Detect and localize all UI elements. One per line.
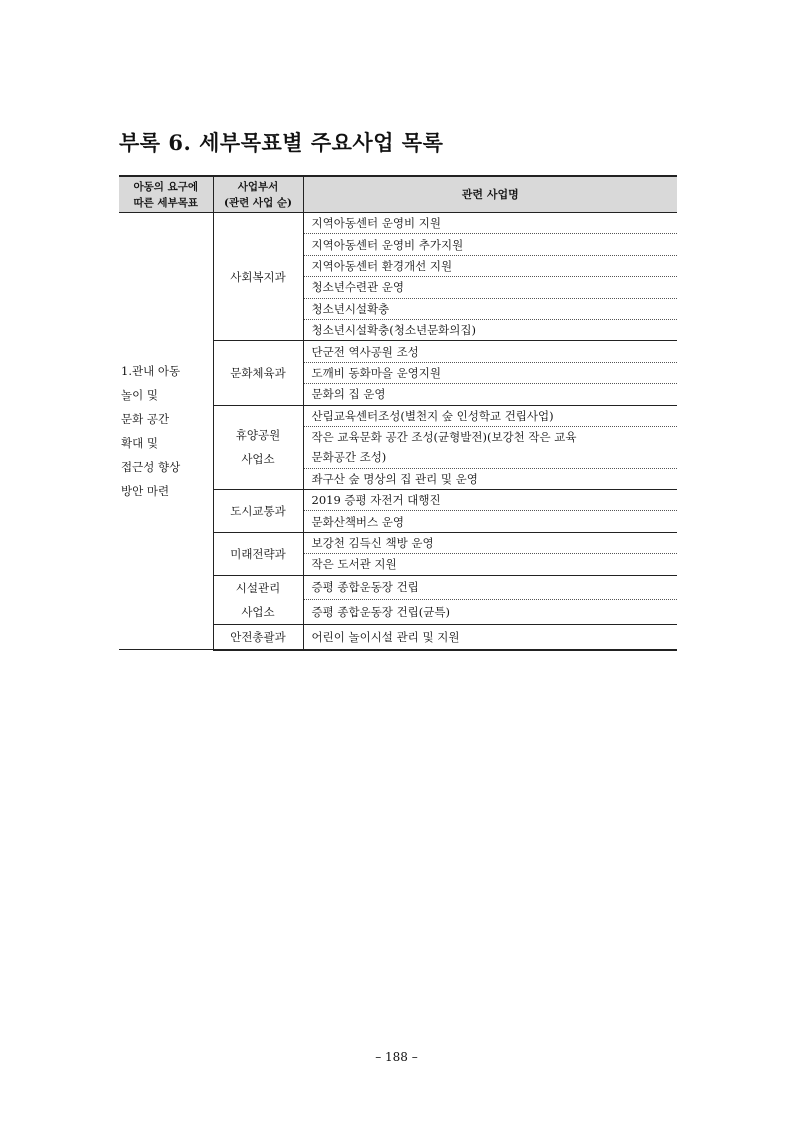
department-line: 사업소 [241, 604, 275, 619]
goal-line: 1.관내 아동 [121, 364, 181, 379]
goal-line: 문화 공간 [121, 412, 170, 427]
project-item: 도깨비 동화마을 운영지원 [303, 362, 677, 383]
project-item: 증평 종합운동장 건립 [303, 575, 677, 600]
header-goal [119, 176, 213, 213]
department-cell: 안전총괄과 [213, 624, 303, 650]
department-cell [213, 405, 303, 490]
goal-line: 방안 마련 [121, 484, 170, 499]
project-item: 보강천 김득신 책방 운영 [303, 532, 677, 553]
project-item: 증평 종합운동장 건립(균특) [303, 600, 677, 625]
project-item: 2019 증평 자전거 대행진 [303, 490, 677, 511]
page-number: – 188 – [375, 1050, 418, 1064]
project-list-table [119, 175, 677, 651]
department-cell: 미래전략과 [213, 532, 303, 575]
goal-line: 확대 및 [121, 436, 158, 451]
header-dept-line1: 사업부서 [237, 180, 279, 193]
department-cell: 문화체육과 [213, 341, 303, 405]
project-item: 문화공간 조성) [303, 447, 677, 468]
header-projects: 관련 사업명 [303, 176, 677, 213]
department-line: 시설관리 [235, 580, 281, 595]
header-goal-line2: 따른 세부목표 [133, 196, 198, 209]
department-cell: 사회복지과 [213, 213, 303, 341]
project-item: 지역아동센터 운영비 추가지원 [303, 234, 677, 255]
department-line: 휴양공원 [235, 428, 281, 443]
header-goal-line1: 아동의 요구에 [133, 180, 198, 193]
header-department [213, 176, 303, 213]
project-item: 좌구산 숲 명상의 집 관리 및 운영 [303, 468, 677, 489]
department-cell [213, 575, 303, 624]
goal-line: 놀이 및 [121, 388, 158, 403]
project-item: 지역아동센터 운영비 지원 [303, 213, 677, 234]
project-item: 단군전 역사공원 조성 [303, 341, 677, 362]
project-item: 작은 도서관 지원 [303, 554, 677, 575]
table-row [119, 213, 677, 234]
project-item: 문화의 집 운영 [303, 384, 677, 405]
header-dept-line2: (관련 사업 순) [224, 196, 292, 209]
project-item: 문화산책버스 운영 [303, 511, 677, 532]
project-item: 산림교육센터조성(별천지 숲 인성학교 건립사업) [303, 405, 677, 426]
project-item: 지역아동센터 환경개선 지원 [303, 255, 677, 276]
project-item: 청소년수련관 운영 [303, 277, 677, 298]
department-cell: 도시교통과 [213, 490, 303, 533]
project-item: 청소년시설확충(청소년문화의집) [303, 319, 677, 340]
goal-cell [119, 213, 213, 650]
page-title: 부록 6. 세부목표별 주요사업 목록 [119, 130, 444, 155]
project-item: 어린이 놀이시설 관리 및 지원 [303, 624, 677, 650]
department-line: 사업소 [241, 452, 275, 467]
table-header-row [119, 176, 677, 213]
project-item: 작은 교육문화 공간 조성(균형발전)(보강천 작은 교육 [311, 430, 577, 445]
goal-line: 접근성 향상 [121, 460, 181, 475]
project-item: 청소년시설확충 [303, 298, 677, 319]
